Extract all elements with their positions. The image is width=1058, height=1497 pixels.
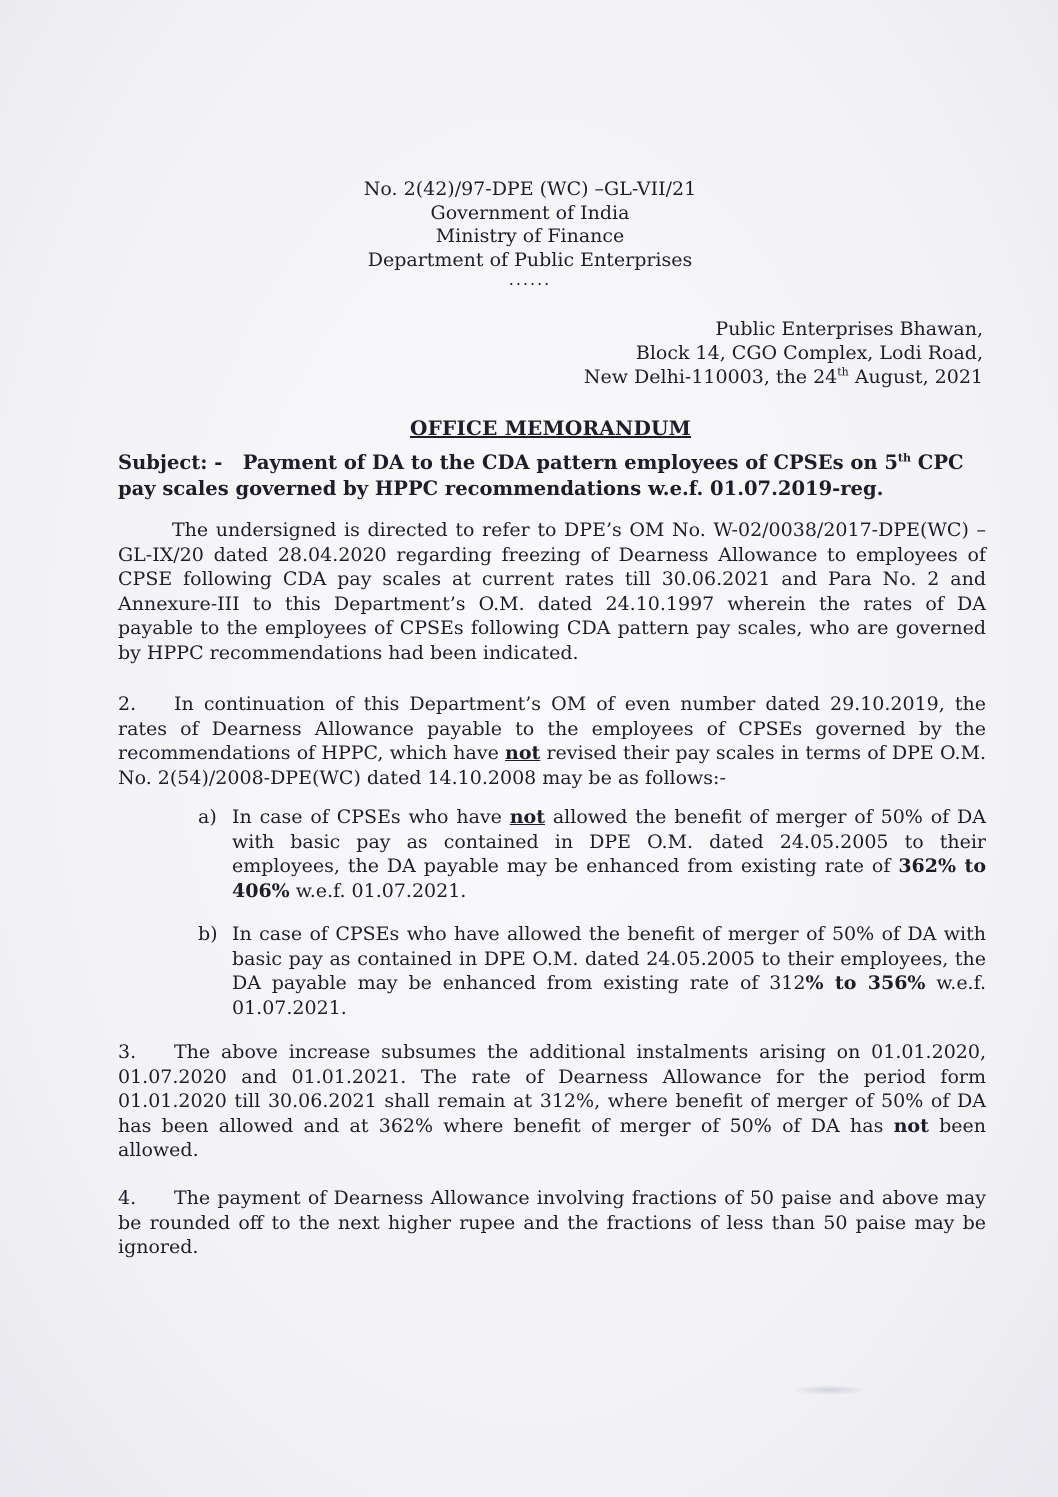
paragraph-3-number: 3. [118,1041,137,1063]
list-item-a-body [232,805,986,903]
list-item-a-text-after: w.e.f. 01.07.2021. [289,879,467,902]
list-item-b [198,922,986,1020]
department-name: Department of Public Enterprises [367,248,693,271]
address-block [584,317,983,389]
ministry-name: Ministry of Finance [435,225,625,247]
paragraph-4 [118,1186,986,1260]
list-item-b-letter: b) [198,923,218,945]
paragraph-3-text-before: The above increase subsumes the additional instalments arising on 01.01.2020, 01.07.2020 and 01.01.2021. The rate of Dearness Allowance for the period form 01.01.2020 till 30.06.2021 shall remain at 312%, where benefit of merger of 50% of DA has been allowed and at 362% where benefit of merger of 50% of DA has [118,1041,986,1137]
memo-title: OFFICE MEMORANDUM [410,416,691,440]
subject-text-2: CPC pay scales governed by HPPC recommendations w.e.f. 01.07.2019-reg. [118,451,964,500]
address-line-3 [584,365,983,389]
paragraph-3-text-after: been allowed. [118,1114,986,1161]
list-item-b-body [232,922,986,1020]
file-number: No. 2(42)/97-DPE (WC) –GL-VII/21 [363,178,697,200]
paragraph-3-emphasis: not [893,1114,929,1137]
paper-smudge [790,1385,870,1395]
paragraph-4-number: 4. [118,1187,137,1209]
list-item-a [198,805,986,903]
list-item-b-text-after: w.e.f. 01.07.2021. [232,972,986,1019]
header-separator: ...... [508,270,552,289]
list-item-a-rate: 362% to 406% [232,855,986,902]
subject-line [118,450,988,502]
address-date-suffix: th [837,365,849,379]
address-date-rest: August, 2021 [848,366,983,388]
paragraph-4-text: The payment of Dearness Allowance involving fractions of 50 paise and above may be rounded off to the next higher rupee and the fractions of less than 50 paise may be ignored. [118,1187,986,1258]
list-item-b-rate: % to 356% [805,972,926,994]
address-line-2: Block 14, CGO Complex, Lodi Road, [635,342,983,364]
address-date-prefix: New Delhi-110003, the 24 [583,366,838,388]
paragraph-2-emphasis: not [505,742,541,764]
government-name: Government of India [430,201,630,224]
list-item-a-text-mid: allowed the benefit of merger of 50% of DA with basic pay as contained in DPE O.M. dated 24.05.2005 to their employees, the DA payable may be enhanced from existing rate of [232,806,986,877]
paragraph-2-text-after: revised their pay scales in terms of DPE O.M. No. 2(54)/2008-DPE(WC) dated 14.10.2008 may be as follows:- [118,742,986,789]
list-item-a-emphasis: not [509,806,545,828]
subject-text-1: Payment of DA to the CDA pattern employees of CPSEs on 5 [242,451,898,474]
list-item-a-text-before: In case of CPSEs who have [232,806,510,828]
paragraph-2 [118,692,986,790]
subject-label: Subject: - [118,451,223,474]
paragraph-2-text-before: In continuation of this Department’s OM of even number dated 29.10.2019, the rates of Dearness Allowance payable to the employees of CPSEs governed by the recommendations of HPPC, which have [118,693,986,764]
paragraph-1: The undersigned is directed to refer to DPE’s OM No. W-02/0038/2017-DPE(WC) –GL-IX/20 dated 28.04.2020 regarding freezing of Dearness Allowance to employees of CPSE following CDA pay scales at current rates till 30.06.2021 and Para No. 2 and Annexure-III to this Department’s O.M. dated 24.10.1997 wherein the rates of DA payable to the employees of CPSEs following CDA pattern pay scales, who are governed by HPPC recommendations had been indicated. [118,519,986,664]
paragraph-2-number: 2. [118,693,137,715]
paragraph-3 [118,1040,986,1163]
address-line-1: Public Enterprises Bhawan, [715,318,983,340]
subject-sup: th [897,451,912,465]
list-item-b-text-before: In case of CPSEs who have allowed the benefit of merger of 50% of DA with basic pay as contained in DPE O.M. dated 24.05.2005 to their employees, the DA payable may be enhanced from existing rate of 312 [232,923,986,994]
bleed-through-text [100,150,1000,172]
list-item-a-letter: a) [198,806,217,828]
document-header [300,178,760,288]
